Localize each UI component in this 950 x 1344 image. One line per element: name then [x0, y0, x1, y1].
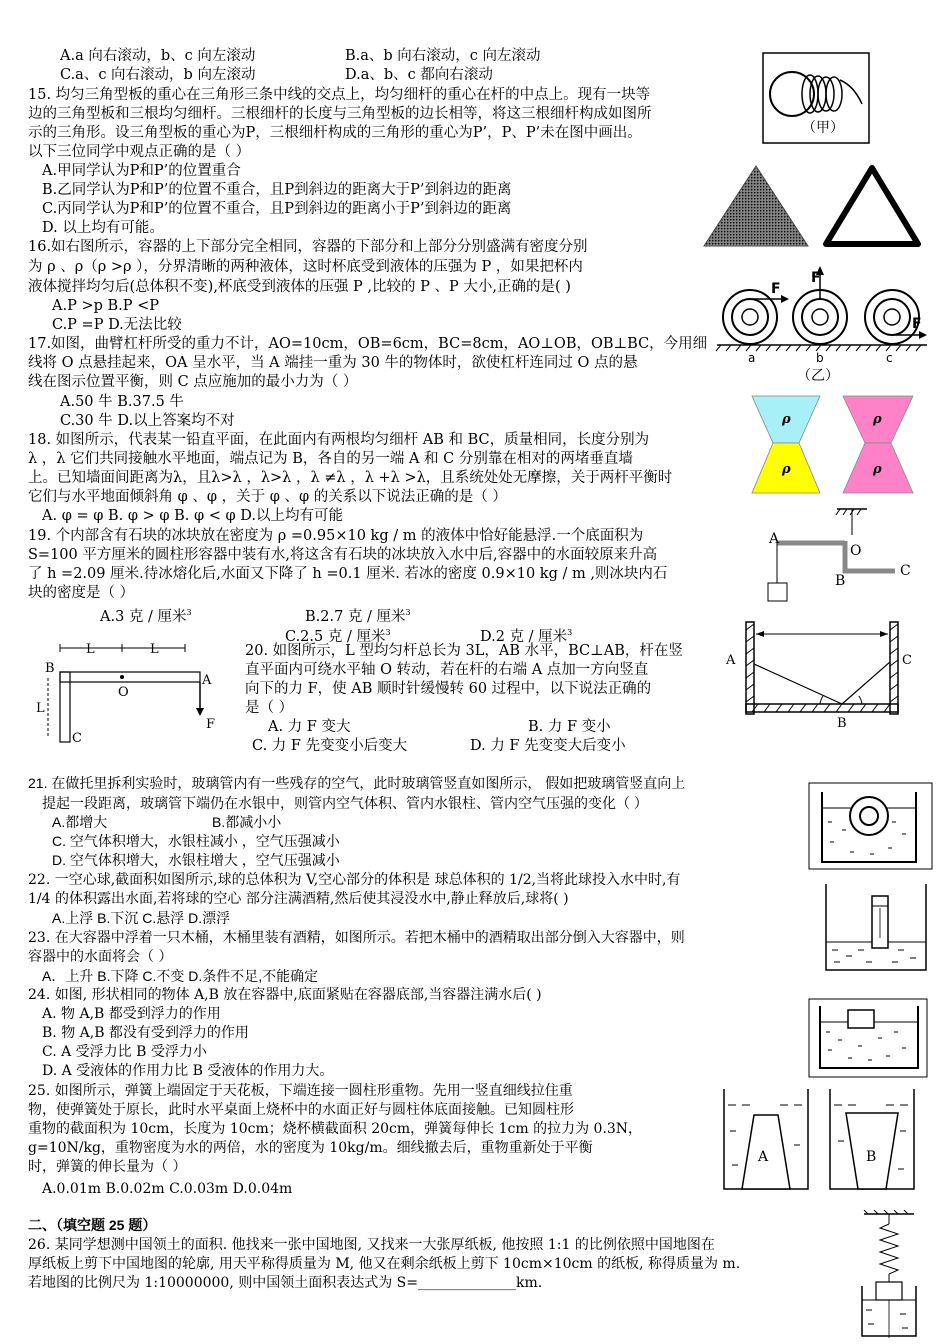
- q14-option-a: A.a 向右滚动，b、c 向左滚动: [60, 48, 256, 64]
- q25-text: 物，使弹簧处于原长，此时水平桌面上烧杯中的水面正好与圆柱体底面接触。已知圆柱形: [28, 1102, 574, 1118]
- q15-option-b: B.乙同学认为P和P’的位置不重合，且P到斜边的距离大于P’到斜边的距离: [42, 182, 512, 198]
- q24-option-b: B. 物 A,B 都没有受到浮力的作用: [42, 1025, 249, 1041]
- q25-text: 重物的截面积为 10cm，长度为 10cm；烧杯横截面积 20cm，弹簧每伸长 1cm 的拉力为 0.3N，: [28, 1121, 643, 1137]
- section-title: 二、（填空题 25 题）: [28, 1217, 157, 1233]
- q16-text: 16.如右图所示，容器的上下部分完全相同，容器的下部分和上部分分别盛满有密度分别: [28, 239, 588, 255]
- q24-option-d: D. A 受液体的作用力比 B 受液体的作用力大。: [42, 1063, 334, 1079]
- q18-text: λ ，λ 它们共同接触水平地面，端点记为 B，各自的另一端 A 和 C 分别靠在相对的两堵垂直墙: [28, 451, 633, 467]
- container-label-B: B: [866, 1149, 877, 1165]
- force-label: F: [771, 281, 781, 297]
- force-label: F: [912, 316, 922, 332]
- density-label-rho2: ρ: [782, 462, 791, 477]
- q22-options: A.上浮 B.下沉 C.悬浮 D.漂浮: [52, 910, 231, 926]
- q21-text: 提起一段距离，玻璃管下端仍在水银中，则管内空气体积、管内水银柱、管内空气压强的变化（ ）: [42, 795, 648, 811]
- rods-label-C: C: [902, 653, 912, 668]
- q23-text: 容器中的水面将会（ ）: [28, 949, 173, 965]
- q20-text: 20. 如图所示，L 型均匀杆总长为 3L，AB 水平，BC⊥AB，杆在竖: [245, 643, 683, 659]
- q19-text: 块的密度是（ ）: [28, 585, 135, 601]
- force-label: F: [811, 270, 821, 286]
- lbar-length-label: L: [86, 642, 95, 657]
- lbar-length-label: L: [150, 642, 159, 657]
- lbar-label-C: C: [72, 731, 82, 746]
- lever-label-A: A: [769, 531, 780, 547]
- q14-option-c: C.a、c 向右滚动，b 向左滚动: [60, 67, 256, 83]
- lbar-force-label: F: [206, 717, 216, 732]
- density-label: ρ: [873, 462, 882, 477]
- q17-options-ab: A.50 牛 B.37.5 牛: [60, 394, 184, 410]
- lever-label-B: B: [835, 573, 846, 589]
- lbar-label-B: B: [45, 661, 55, 676]
- figure-label-jia: （甲）: [802, 120, 844, 136]
- spool-figure-jia: [762, 52, 870, 144]
- q26-text: 厚纸板上剪下中国地图的轮廓, 用天平称得质量为 M, 他又在剩余纸板上剪下 10cm×10cm 的纸板, 称得质量为 m.: [28, 1256, 741, 1272]
- container-label-A: A: [758, 1149, 769, 1165]
- q24-option-c: C. A 受浮力比 B 受浮力小: [42, 1044, 207, 1060]
- containers-ab-figure: [718, 1085, 920, 1193]
- q19-text: 了 h =2.09 厘米.待冰熔化后,水面又下降了 h =0.1 厘米. 若冰的密度 0.9×10 kg / m ,则冰块内石: [28, 566, 668, 582]
- q15-text: 以下三位同学中观点正确的是（ ）: [28, 144, 251, 160]
- q16-text: 液体搅拌均匀后(总体积不变),杯底受到液体的压强 P ,比较的 P 、P 大小,正确的是( ): [28, 279, 571, 295]
- q26-text: 若地图的比例尺为 1:10000000, 则中国领土面积表达式为 S=______________km.: [28, 1275, 543, 1291]
- q19-text: S=100 平方厘米的圆柱形容器中装有水,将这含有石块的冰块放入水中后,容器中的水面较原来升高: [28, 547, 658, 563]
- bent-lever-figure: [765, 505, 930, 610]
- wheel-label-c: c: [886, 351, 893, 365]
- lbar-label-A: A: [202, 673, 212, 688]
- q18-options: A. φ = φ B. φ > φ B. φ < φ D.以上均有可能: [42, 508, 344, 524]
- q25-options: A.0.01m B.0.02m C.0.03m D.0.04m: [42, 1181, 293, 1197]
- lbar-length-label: L: [36, 701, 45, 716]
- q18-text: 上。已知墙面间距离为λ，且λ>λ ，λ>λ ，λ ≠λ ，λ +λ >λ，且系统处处无摩擦，关于两杆平衡时: [28, 470, 673, 486]
- q17-options-cd: C.30 牛 D.以上答案均不对: [60, 413, 235, 429]
- q15-text: 示的三角形。设三角型板的重心为P，三根细杆构成的三角形的重心为P’，P、P’未在图中画出。: [28, 125, 642, 141]
- q15-option-c: C.丙同学认为P和P’的位置不重合，且P到斜边的距离小于P’到斜边的距离: [42, 201, 512, 217]
- q17-text: 17.如图，曲臂杠杆所受的重力不计，AO=10cm，OB=6cm，BC=8cm，AO⊥OB，OB⊥BC，今用细: [28, 336, 708, 352]
- q16-text: 为 ρ 、ρ（ρ >ρ ），分界清晰的两种液体，这时杯底受到液体的压强为 P ，如果把杯内: [28, 259, 583, 275]
- bucket-container-figure: [822, 880, 930, 975]
- q23-text: 23. 在大容器中浮着一只木桶，木桶里装有酒精，如图所示。若把木桶中的酒精取出部分倒入大容器中，则: [28, 930, 685, 946]
- q20-option-a: A. 力 F 变大: [268, 719, 351, 735]
- q19-option-b: B.2.7 克 / 厘米$^3$: [305, 608, 411, 625]
- two-rods-walls-figure: [722, 612, 922, 732]
- q14-option-b: B.a、b 向右滚动，c 向左滚动: [345, 48, 541, 64]
- q21-option-b: B.都减小小: [212, 814, 282, 830]
- q20-text: 直平面内可绕水平轴 O 转动，若在杆的右端 A 点加一方向竖直: [245, 662, 649, 678]
- wheels-figure-yi: [715, 262, 930, 384]
- q21-option-a: A.都增大: [52, 814, 108, 830]
- q15-text: 15. 均匀三角型板的重心在三角形三条中线的交点上，均匀细杆的重心在杆的中点上。现有一块等: [28, 87, 651, 103]
- lever-label-O: O: [850, 543, 862, 559]
- sphere-container-figure: [808, 782, 933, 870]
- lever-label-C: C: [900, 563, 911, 579]
- q25-text: 时，弹簧的伸长量为（ ）: [28, 1159, 187, 1175]
- q21-option-d: D. 空气体积增大，水银柱增大 ，空气压强减小: [52, 852, 340, 868]
- q24-text: 24. 如图, 形状相同的物体 A,B 放在容器中,底面紧贴在容器底部,当容器注满水后( ): [28, 987, 542, 1003]
- q26-text: 26. 某同学想测中国领土的面积. 他找来一张中国地图, 又找来一大张厚纸板, 他按照 1:1 的比例依照中国地图在: [28, 1237, 715, 1253]
- q15-option-d: D. 以上均有可能。: [42, 220, 164, 236]
- lbar-label-O: O: [118, 685, 129, 700]
- two-liquid-containers-figure: [748, 393, 933, 498]
- density-label: ρ: [873, 412, 882, 427]
- q20-text: 向下的力 F，使 AB 顺时针缓慢转 60 过程中，以下说法正确的: [245, 681, 652, 697]
- q17-text: 线在图示位置平衡，则 C 点应施加的最小力为（ ）: [28, 374, 358, 390]
- spring-weight-figure: [850, 1210, 928, 1340]
- rods-label-B: B: [837, 716, 847, 731]
- q25-text: 25. 如图所示，弹簧上端固定于天花板，下端连接一圆柱形重物。先用一竖直细线拉住重: [28, 1083, 573, 1099]
- q20-option-c: C. 力 F 先变变小后变大: [252, 738, 408, 754]
- density-label-rho1: ρ: [782, 412, 791, 427]
- q22-text: 22. 一空心球,截面积如图所示,球的总体积为 V,空心部分的体积是 球总体积的 1/2,当将此球投入水中时,有: [28, 872, 681, 888]
- q19-option-a: A.3 克 / 厘米$^3$: [100, 608, 192, 625]
- q19-option-c: C.2.5 克 / 厘米$^3$: [285, 628, 391, 645]
- q25-text: g=10N/kg，重物密度为水的两倍，水的密度为 10kg/m。细线撤去后，重物重新处于平衡: [28, 1140, 593, 1156]
- q23-options: A．上升 B.下降 C.不变 D.条件不足,不能确定: [42, 968, 319, 984]
- figure-label-yi: （乙）: [797, 368, 839, 384]
- q14-option-d: D.a、b、c 都向右滚动: [345, 67, 493, 83]
- q20-option-d: D. 力 F 先变变大后变小: [470, 738, 626, 754]
- q18-text: 它们与水平地面倾斜角 φ 、φ ，关于 φ 、φ 的关系以下说法正确的是（ ）: [28, 489, 507, 505]
- q21-text: 21. 在做托里拆利实验时，玻璃管内有一些残存的空气，此时玻璃管竖直如图所示， 假如把玻璃管竖直向上: [28, 775, 686, 791]
- q19-text: 19. 个内部含有石块的冰块放在密度为 ρ =0.95×10 kg / m 的液体中恰好能悬浮.一个底面积为: [28, 528, 644, 544]
- wheel-label-a: a: [748, 351, 756, 365]
- q20-option-b: B. 力 F 变小: [528, 719, 611, 735]
- q19-option-d: D.2 克 / 厘米$^3$: [480, 628, 573, 645]
- q22-text: 1/4 的体积露出水面,若将球的空心 部分注满酒精,然后使其浸没水中,静止释放后,球将( ): [28, 891, 569, 907]
- q20-text: 是（ ）: [245, 700, 294, 716]
- q17-text: 线将 O 点悬挂起来，OA 呈水平，当 A 端挂一重为 30 牛的物体时，欲使杠杆连同过 O 点的悬: [28, 355, 638, 371]
- triangle-plate-figure: [700, 162, 812, 250]
- rods-label-A: A: [726, 653, 736, 668]
- floating-box-container-figure: [808, 998, 928, 1078]
- l-shaped-bar-figure: [30, 640, 225, 750]
- q16-options-ab: A.P >p B.P <P: [52, 298, 160, 314]
- wheel-label-b: b: [816, 351, 824, 365]
- triangle-rods-figure: [820, 160, 925, 250]
- q16-options-cd: C.P =P D.无法比较: [52, 317, 182, 333]
- q18-text: 18. 如图所示，代表某一铅直平面，在此面内有两根均匀细杆 AB 和 BC，质量相同，长度分别为: [28, 432, 650, 448]
- q15-text: 边的三角型板和三根均匀细杆。三根细杆的长度与三角型板的边长相等，将这三根细杆构成如图所: [28, 106, 652, 122]
- q24-option-a: A. 物 A,B 都受到浮力的作用: [42, 1006, 221, 1022]
- q15-option-a: A.甲同学认为P和P’的位置重合: [42, 163, 241, 179]
- q21-option-c: C. 空气体积增大，水银柱减小 ，空气压强减小: [52, 833, 340, 849]
